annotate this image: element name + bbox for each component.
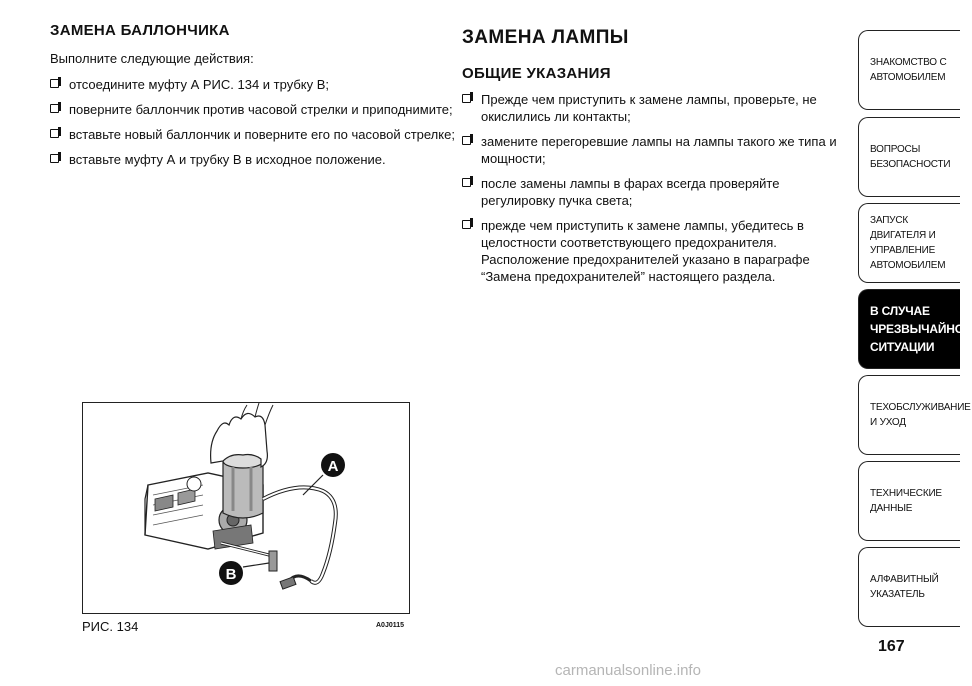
- checkbox-bullet-icon: [50, 79, 59, 88]
- checkbox-bullet-icon: [462, 94, 471, 103]
- watermark: carmanualsonline.info: [555, 662, 701, 679]
- callout-b: B: [225, 566, 237, 583]
- lamp-instructions-list: [462, 91, 847, 293]
- compressor-illustration: [83, 403, 409, 613]
- tab-safety[interactable]: ВОПРОСЫ БЕЗОПАСНОСТИ: [858, 117, 960, 197]
- list-item: замените перегоревшие лампы на лампы такого же типа и мощности;: [462, 133, 847, 167]
- tab-maintenance[interactable]: ТЕХОБСЛУЖИВАНИЕ И УХОД: [858, 375, 960, 455]
- list-item: прежде чем приступить к замене лампы, убедитесь в целостности соответствующего предохранителя. Расположение предохранителей указано в параграфе “Замена предохранителей” настоящего раздела.: [462, 217, 847, 285]
- cartridge-steps-list: [50, 76, 455, 176]
- checkbox-bullet-icon: [50, 129, 59, 138]
- tab-emergency[interactable]: В СЛУЧАЕ ЧРЕЗВЫЧАЙНОЙ СИТУАЦИИ: [858, 289, 960, 369]
- checkbox-bullet-icon: [462, 220, 471, 229]
- checkbox-bullet-icon: [50, 154, 59, 163]
- right-section-title: ЗАМЕНА ЛАМПЫ: [462, 27, 629, 48]
- callout-a: A: [327, 458, 339, 475]
- page-number: 167: [878, 638, 905, 655]
- list-item: вставьте муфту А и трубку В в исходное положение.: [50, 151, 440, 168]
- left-intro: Выполните следующие действия:: [50, 51, 254, 66]
- right-subtitle: ОБЩИЕ УКАЗАНИЯ: [462, 65, 611, 82]
- checkbox-bullet-icon: [462, 136, 471, 145]
- tab-index[interactable]: АЛФАВИТНЫЙ УКАЗАТЕЛЬ: [858, 547, 960, 627]
- figure-code: A0J0115: [376, 622, 405, 629]
- list-item: поверните баллончик против часовой стрелки и приподнимите;: [50, 101, 440, 118]
- tab-starting-driving[interactable]: ЗАПУСК ДВИГАТЕЛЯ И УПРАВЛЕНИЕ АВТОМОБИЛЕМ: [858, 203, 960, 283]
- figure-caption: РИС. 134: [82, 619, 139, 634]
- list-item: отсоедините муфту А РИС. 134 и трубку В;: [50, 76, 440, 93]
- checkbox-bullet-icon: [462, 178, 471, 187]
- tab-intro[interactable]: ЗНАКОМСТВО С АВТОМОБИЛЕМ: [858, 30, 960, 110]
- list-item: после замены лампы в фарах всегда проверяйте регулировку пучка света;: [462, 175, 847, 209]
- list-item: Прежде чем приступить к замене лампы, проверьте, не окислились ли контакты;: [462, 91, 847, 125]
- tab-technical-data[interactable]: ТЕХНИЧЕСКИЕ ДАННЫЕ: [858, 461, 960, 541]
- list-item: вставьте новый баллончик и поверните его по часовой стрелке;: [50, 126, 440, 143]
- left-section-title: ЗАМЕНА БАЛЛОНЧИКА: [50, 22, 230, 39]
- figure-compressor-illustration: [82, 402, 410, 614]
- checkbox-bullet-icon: [50, 104, 59, 113]
